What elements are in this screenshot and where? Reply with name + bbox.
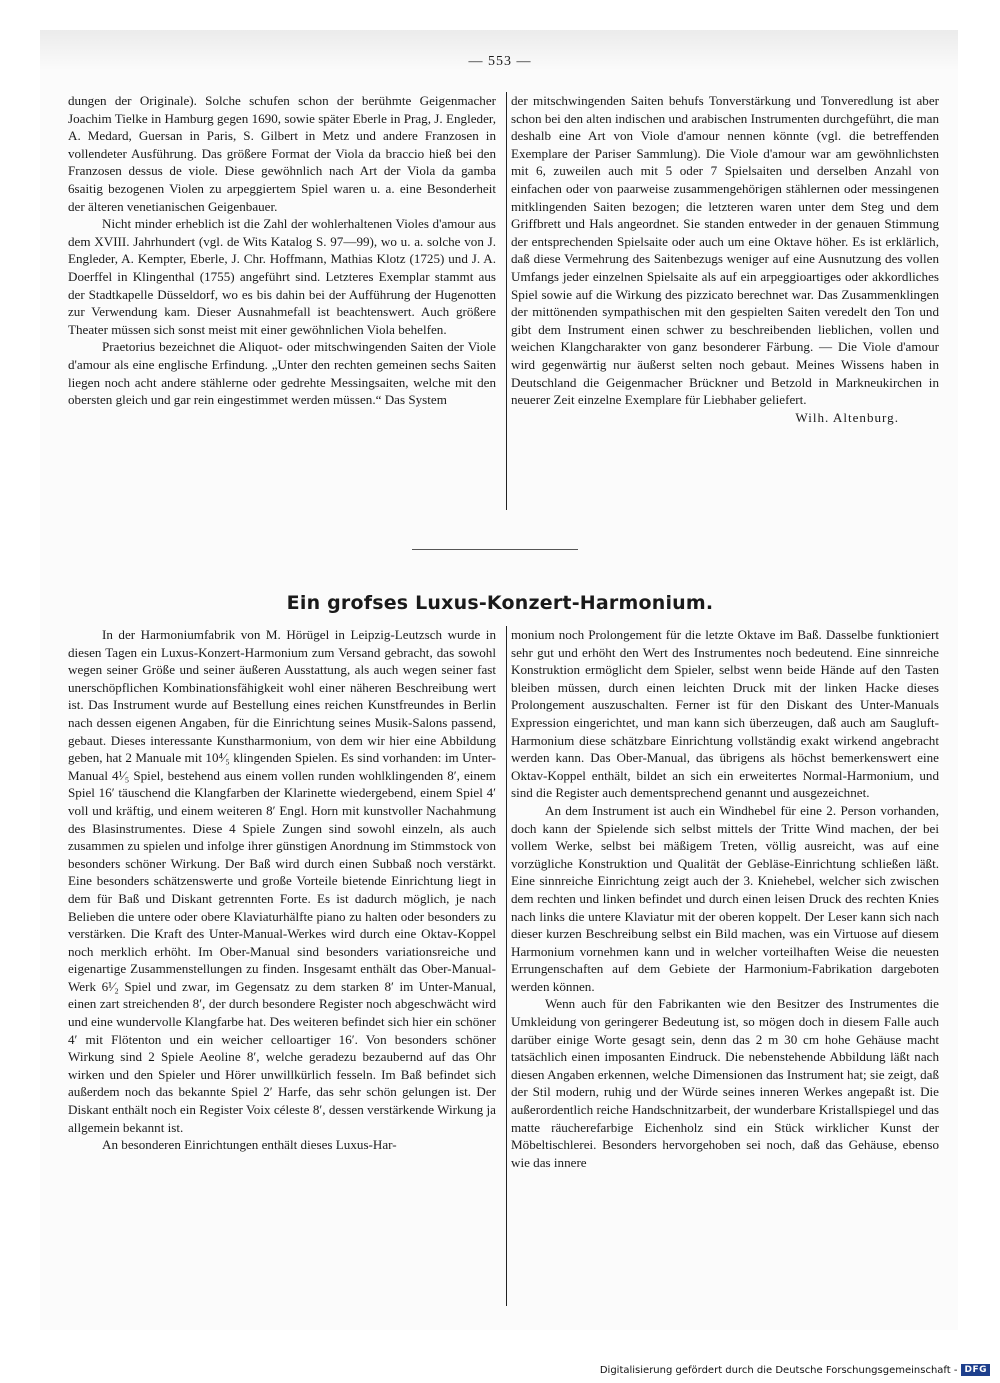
- paragraph: An dem Instrument ist auch ein Windhebel für eine 2. Person vorhanden, doch kann der Spielende sich selbst mittels der Tritte Wind machen, der bei vollem Werke, selbst bei mäßigem Treten, völlig ausreicht, was auf eine vorzügliche Konstruktion und Qualität der Gebläse-Einrichtung schließen läßt. Eine sinnreiche Einrichtung zeigt auch der 3. Kniehebel, welcher sich zwischen dem rechten und linken befindet und durch einen leisen Druck des rechten Knies nach links die untere Klaviatur mit der oberen koppelt. Der Leser kann sich nach dieser kurzen Beschreibung selbst ein Bild machen, was ein Virtuose auf diesem Harmonium vornehmen kann und in welcher vorteilhaften Weise die neuesten Errungenschaften auf dem Gebiete der Harmonium-Fabrikation dargeboten werden können.: [511, 802, 939, 994]
- paragraph: Wenn auch für den Fabrikanten wie den Besitzer des Instrumentes die Umkleidung von geringerer Bedeutung ist, so mögen doch in diesem Falle auch darüber einige Worte gesagt sein, denn das 2 m 30 cm hohe Gehäuse macht tatsächlich einen imposanten Eindruck. Die nebenstehende Abbildung läßt nach diesen Angaben erkennen, welche Dimensionen das Instrument hat; sie zeigt, daß der Stil modern, ruhig und der Würde seines inneren Werkes angepaßt ist. Die außerordentlich reiche Handschnitzarbeit, der wunderbare Kristallspiegel und das matte räucherefarbige Eichenholz sind ein Stück wirklicher Kunst der Möbeltischlerei. Besonders hervorgehoben sei noch, daß das Gehäuse, ebenso wie das innere: [511, 996, 939, 1170]
- author-signature: Wilh. Altenburg.: [795, 409, 899, 425]
- top-article-left-column: [68, 92, 496, 409]
- bottom-article-right-column: [506, 626, 939, 1306]
- article-title: Ein grofses Luxus-Konzert-Harmonium.: [286, 592, 714, 614]
- paragraph: Praetorius bezeichnet die Aliquot- oder mitschwingenden Saiten der Viole d'amour als eine englische Erfindung. „Unter den rechten gemeinen sechs Saiten liegen noch acht andere stählerne oder gedrehte Messingsaiten, welche mit den obersten gleich und gar rein eingestimmet werden müssen.“ Das System: [68, 339, 496, 408]
- paragraph: Nicht minder erheblich ist die Zahl der wohlerhaltenen Violes d'amour aus dem XVIII. Jahrhundert (vgl. de Wits Katalog S. 97—99), wo u. a. solche von J. Engleder, A. Kempter, Eberle, J. Chr. Hoffmann, Mathias Klotz (1725) und J. A. Doerffel in Klingenthal (1755) angeführt sind. Letzteres Exemplar stammt aus der Stadtkapelle Düsseldorf, wo es bis dahin bei der Aufführung der Hugenotten zur Verwendung kam. Dieser Ausnahmefall ist beachtenswert. Auch größere Theater müssen sich sonst meist mit einer gewöhnlichen Viola behelfen.: [68, 216, 496, 337]
- bottom-article-left-column: [68, 626, 496, 1154]
- page-number: — 553 —: [468, 54, 532, 69]
- dfg-logo-icon: DFG: [961, 1364, 990, 1376]
- paragraph: monium noch Prolongement für die letzte Oktave im Baß. Dasselbe funktioniert sehr gut und erhöht den Wert des Instrumentes noch bedeutend. Eine sinnreiche Konstruktion ermöglicht dem Spieler, selbst wenn beide Hände auf den Tasten bleiben müssen, durch einen leichten Druck mit der linken Hacke dieses Prolongement auszuschalten. Ferner ist für den Diskant des Unter-Manuals Expression eingerichtet, und man kann sich überzeugen, daß auch am Saugluft-Harmonium diese schätzbare Einrichtung vollständig exakt wirkend angebracht werden kann. Das Ober-Manual, das übrigens als höchst bemerkenswert eine Oktav-Koppel enthält, bildet an sich ein erweitertes Normal-Harmonium, und sind die Register auch dementsprechend genannt und ausgezeichnet.: [511, 627, 939, 801]
- paragraph: An besonderen Einrichtungen enthält dieses Luxus-Har-: [102, 1137, 397, 1153]
- paragraph: der mitschwingenden Saiten behufs Tonverstärkung und Tonveredlung ist aber schon bei den alten indischen und arabischen Instrumenten durchgeführt, die man deshalb eine Art von Viole d'amour nennen könnte (vgl. die betreffenden Exemplare der Pariser Sammlung). Die Viole d'amour war am gewöhnlichsten mit 6, zuweilen auch mit 5 oder 7 Spielsaiten und derselben Anzahl von einfachen oder von paarweise zusammengehörigen stählernen oder messingenen mitklingenden Saiten bezogen; die letzteren waren unter dem Steg und dem Griffbrett und Hals angeordnet. Sie standen entweder in der genauen Stimmung der entsprechenden Spielsaite oder auch um eine Oktave höher. Es ist erklärlich, daß diese Vermehrung des Saitenbezugs weniger auf eine Ausnutzung des vollen Umfangs jeder einzelnen Spielsaite als auf ein arpeggioartiges oder akkordliches Spiel sowie auf die Wirkung des pizzicato berechnet war. Das Zusammenklingen der mittönenden sympathischen mit den gespielten Saiten veredelt den Ton und gibt dem Instrument einen schwer zu beschreibenden lieblichen, vollen und weichen Klangcharakter von ganz besonderer Färbung. — Die Viole d'amour wird gegenwärtig nur äußerst selten noch gebaut. Meines Wissens haben in Deutschland die Geigenmacher Brückner und Betzold in Markneukirchen in neuerer Zeit einzelne Exemplare für Liebhaber geliefert.: [511, 93, 939, 408]
- paragraph: dungen der Originale). Solche schufen schon der berühmte Geigenmacher Joachim Tielke in Hamburg gegen 1690, sowie später Eberle in Prag, J. Engleder, A. Medard, Guersan in Paris, S. Gilbert in Metz und andere Franzosen in vollendeter Ausführung. Das größere Format der Viola da braccio hieß bei den Franzosen dessus de viole. Diese gewöhnlich nach Art der Viola da gamba 6saitig bezogenen Violen zu arpeggiertem Spiel waren u. a. eine Besonderheit der älteren venetianischen Geigenbauer.: [68, 93, 496, 214]
- footer-text: Digitalisierung gefördert durch die Deutsche Forschungsgemeinschaft -: [599, 1364, 958, 1376]
- top-article-right-column: [506, 92, 939, 510]
- paragraph: In der Harmoniumfabrik von M. Hörügel in Leipzig-Leutzsch wurde in diesen Tagen ein Luxus-Konzert-Harmonium zum Versand gebracht, das sowohl wegen seiner Größe und seiner äußeren Ausstattung, als auch wegen seiner fast unerschöpflichen Kombinationsfähigkeit wohl einer näheren Beschreibung wert ist. Das Instrument wurde auf Bestellung eines reichen Kunstfreundes in Berlin nach dessen eigenen Angaben, für die Einrichtung seines Musik-Salons passend, gebaut. Dieses interessante Kunstharmonium, von dem wir hier eine Abbildung geben, hat 2 Manuale mit 10⁴⁄₅ klingenden Spielen. Es sind vorhanden: im Unter-Manual 4¹⁄₅ Spiel, bestehend aus einem vollen runden wohlklingenden 8′, einem Spiel 16′ täuschend die Klangfarben der Klarinette wiedergebend, einem Spiel 4′ voll und kräftig, und einem weiteren 8′ Engl. Horn mit kunstvoller Nachahmung des Blasinstrumentes. Diese 4 Spiele Zungen sind sowohl einzeln, als auch zusammen zu spielen und infolge ihrer günstigen Anordnung im Stimmstock von besonders schöner Wirkung. Der Baß wird durch einen Subbaß noch verstärkt. Eine besonders schätzenswerte und große Vorteile bietende Einrichtung liegt in dem für Baß und Diskant getrennten Forte. Es ist dadurch möglich, je nach Belieben die untere oder obere Klaviaturhälfte piano zu halten oder besonders zu verstärken. Die Kraft des Unter-Manual-Werkes wird durch eine Oktav-Koppel noch merklich erhöht. Im Ober-Manual sind besonders variationsreiche und eigenartige Zusammenstellungen zu finden. Insgesamt enthält das Ober-Manual-Werk 6¹⁄₂ Spiel und zwar, im Gegensatz zu dem starken 8′ im Unter-Manual, einen zart streichenden 8′, der durch besondere Register noch abgeschwächt wird und eine wundervolle Klangfarbe hat. Des weiteren befindet sich hier ein schöner 4′ mit Flötenton und ein weicher celloartiger 16′. Von besonders schöner Wirkung sind 2 Spiele Aeoline 8′, welche geradezu bezaubernd auf das Ohr wirken und den Spieler und Hörer unwillkürlich fesseln. Im Baß befindet sich außerdem noch das bekannte Spiel 2′ Harfe, das sehr schön gelungen ist. Der Diskant enthält noch ein Register Voix céleste 8′, dessen verstärkende Wirkung ja allgemein bekannt ist.: [68, 627, 496, 1135]
- digitization-footer: [600, 1364, 990, 1376]
- section-divider: [412, 549, 578, 550]
